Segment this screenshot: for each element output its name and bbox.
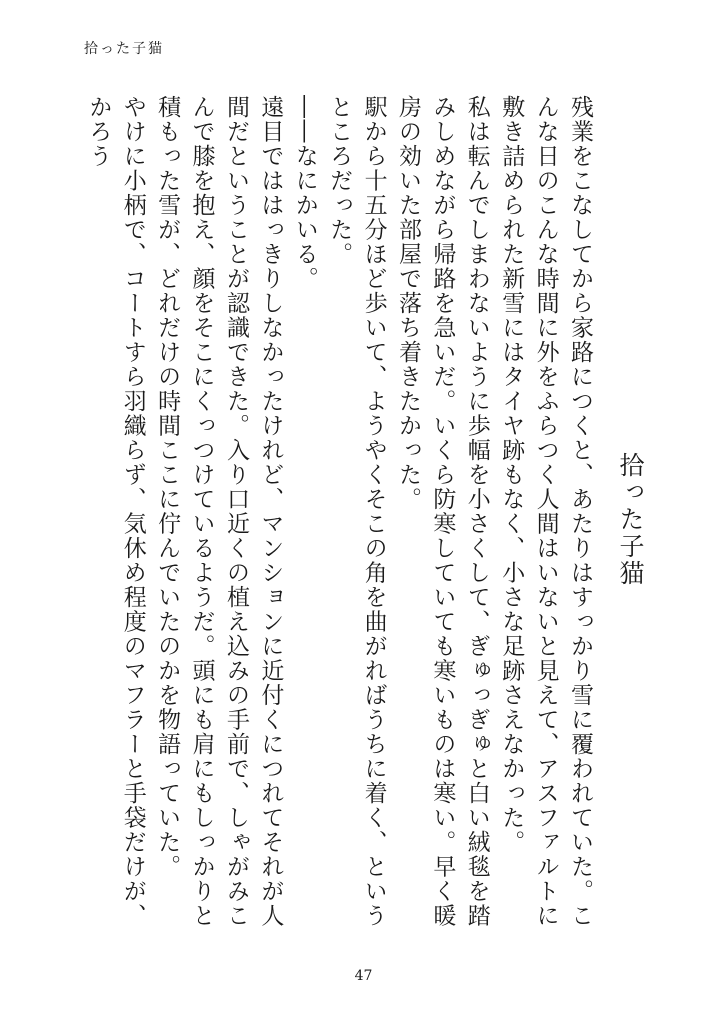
body-text (37, 95, 597, 945)
running-head: 拾った子猫 (84, 41, 164, 57)
paragraph: 残業をこなしてから家路につくと、あたりはすっかり雪に覆われていた。こんな日のこんな時間に外をふらつく人間はいないと見えて、アスファルトに敷き詰められた新雪にはタイヤ跡もなく、小さな足跡さえなかった。 (498, 95, 593, 928)
page-number: 47 (354, 968, 373, 984)
paragraph: 遠目でははっきりしなかったけれど、マンションに近付くにつれてそれが人間だということが認識できた。入り口近くの植え込みの手前で、しゃがみこんで膝を抱え、顔をそこにくっつけているようだ。頭にも肩にもしっかりと積もった雪が、どれだけの時間ここに佇んでいたのかを物語っていた。 (154, 95, 284, 928)
chapter-title: 拾った子猫 (616, 452, 645, 587)
paragraph: 私は転んでしまわないように歩幅を小さくして、ぎゅっぎゅと白い絨毯を踏みしめながら帰路を急いだ。いくら防寒していても寒いものは寒い。早く暖房の効いた部屋で落ち着きたかった。 (394, 95, 490, 928)
paragraph: ――なにかいる。 (291, 95, 318, 291)
paragraph: やけに小柄で、コートすら羽織らず、気休め程度のマフラーと手袋だけが、かろう (85, 95, 146, 928)
paragraph: 駅から十五分ほど歩いて、ようやくそこの角を曲がればうちに着く、というところだった。 (326, 95, 387, 928)
